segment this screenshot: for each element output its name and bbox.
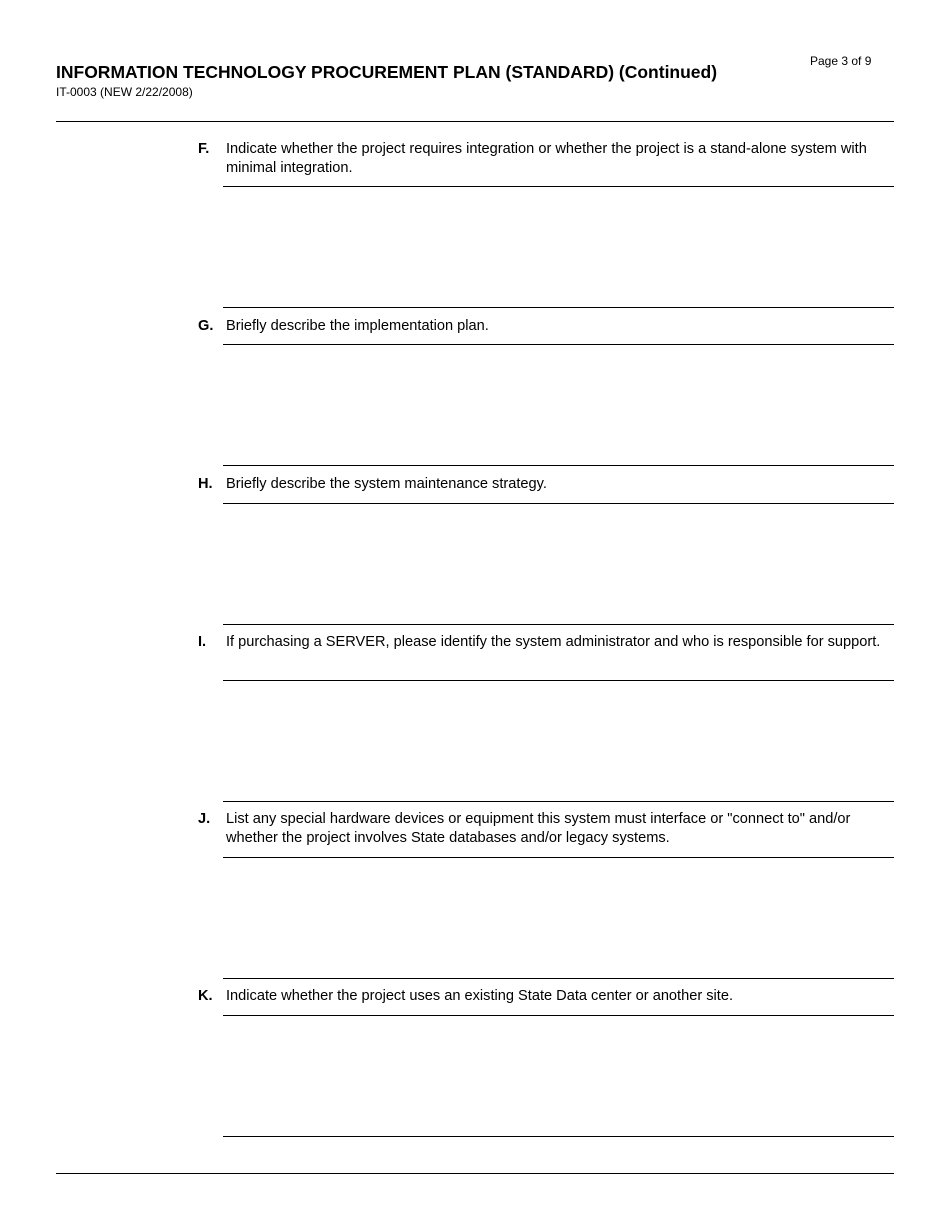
question-text: Briefly describe the system maintenance strategy. bbox=[226, 476, 547, 492]
question-text: Briefly describe the implementation plan. bbox=[226, 318, 489, 334]
form-title: INFORMATION TECHNOLOGY PROCUREMENT PLAN (STANDARD) (Continued) bbox=[56, 62, 718, 82]
answer-area-h[interactable] bbox=[223, 504, 894, 624]
question-letter: H. bbox=[198, 476, 213, 492]
question-text: Indicate whether the project requires integration or whether the project is a stand-alone system with minimal integration. bbox=[226, 141, 867, 176]
section-divider bbox=[223, 307, 894, 308]
answer-area-f[interactable] bbox=[223, 187, 894, 307]
answer-area-g[interactable] bbox=[223, 345, 894, 465]
header-divider bbox=[56, 121, 894, 122]
question-letter: G. bbox=[198, 318, 214, 334]
section-divider bbox=[223, 1136, 894, 1137]
page-number: Page 3 of 9 bbox=[810, 54, 872, 68]
question-letter: I. bbox=[198, 634, 207, 650]
footer-divider bbox=[56, 1173, 894, 1174]
question-letter: F. bbox=[198, 141, 210, 157]
answer-area-k[interactable] bbox=[223, 1016, 894, 1136]
question-text: List any special hardware devices or equipment this system must interface or "connect to" and/or whether the project involves State databases and/or legacy systems. bbox=[226, 811, 851, 846]
answer-area-i[interactable] bbox=[223, 681, 894, 801]
question-text: Indicate whether the project uses an existing State Data center or another site. bbox=[226, 988, 734, 1004]
form-id: IT-0003 (NEW 2/22/2008) bbox=[56, 85, 193, 99]
question-letter: J. bbox=[198, 811, 211, 827]
section-divider bbox=[223, 624, 894, 625]
section-divider bbox=[223, 801, 894, 802]
section-divider bbox=[223, 465, 894, 466]
question-letter: K. bbox=[198, 988, 213, 1004]
question-text: If purchasing a SERVER, please identify the system administrator and who is responsible for support. bbox=[226, 634, 881, 650]
answer-area-j[interactable] bbox=[223, 858, 894, 978]
section-divider bbox=[223, 978, 894, 979]
